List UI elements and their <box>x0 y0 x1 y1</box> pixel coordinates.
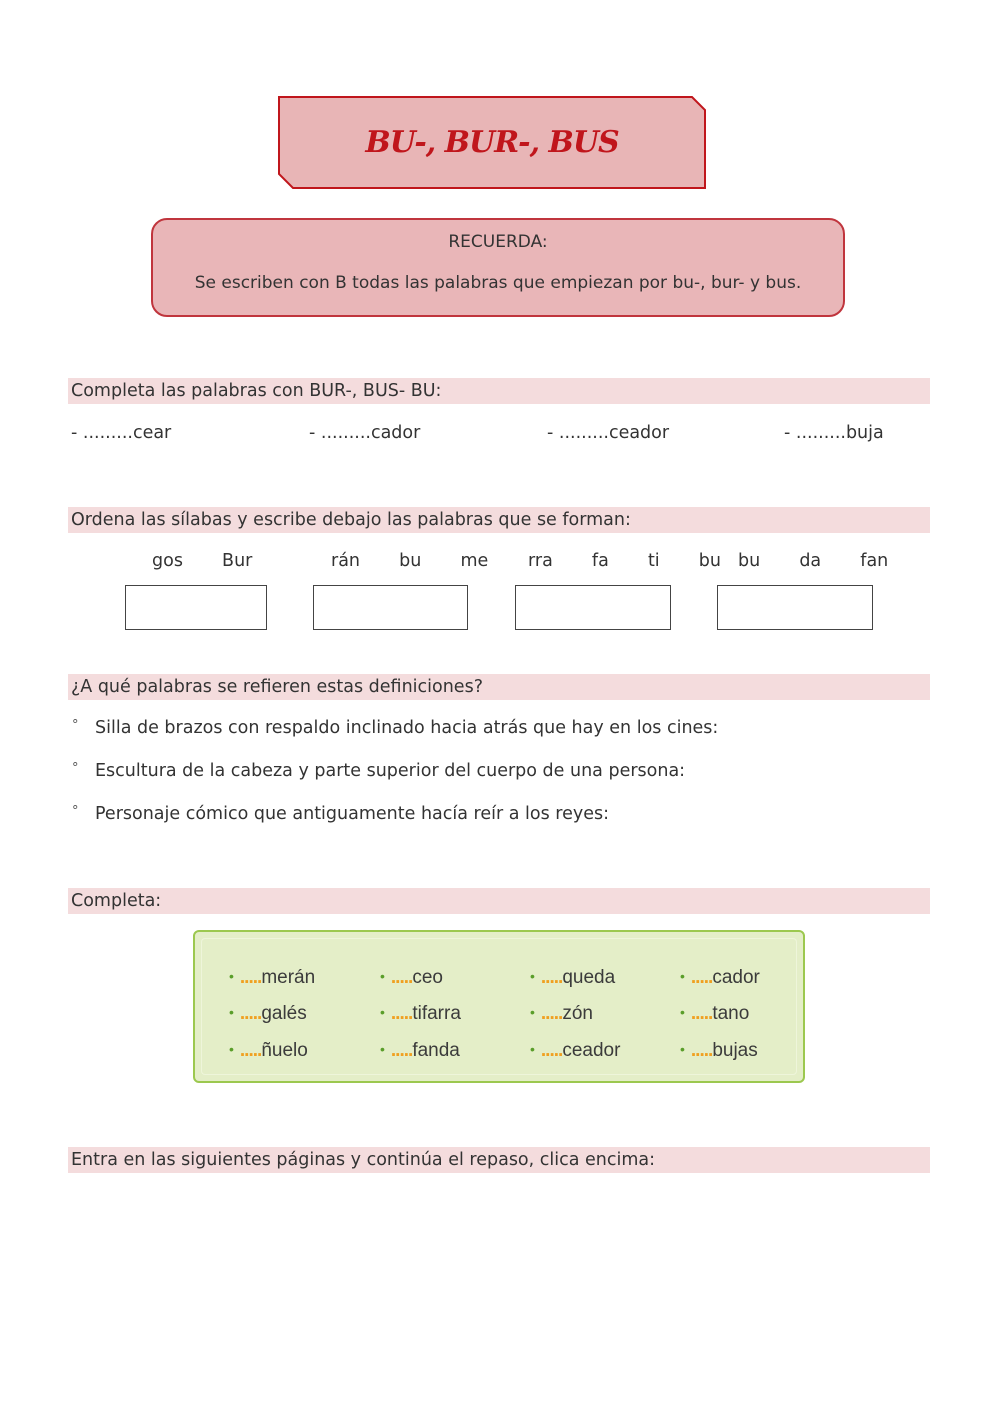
word-blank[interactable]: - .........buja <box>784 423 884 443</box>
completion-box <box>193 930 805 1083</box>
completion-item[interactable]: • .....tano <box>680 1003 750 1024</box>
answer-input-box[interactable] <box>515 585 671 630</box>
answer-input-box[interactable] <box>313 585 468 630</box>
definition-bullet: ° <box>72 804 79 819</box>
completion-item[interactable]: • .....merán <box>229 967 316 988</box>
answer-input-box[interactable] <box>125 585 267 630</box>
section-header-definitions: ¿A qué palabras se refieren estas definiciones? <box>68 674 930 700</box>
section-header-order-syllables: Ordena las sílabas y escribe debajo las palabras que se forman: <box>68 507 930 533</box>
syllable-group: bu da fan <box>738 551 889 571</box>
reminder-heading: RECUERDA: <box>448 232 548 252</box>
completion-item[interactable]: • .....tifarra <box>380 1003 461 1024</box>
title-box <box>278 96 706 189</box>
definition-item: Silla de brazos con respaldo inclinado hacia atrás que hay en los cines: <box>95 718 719 738</box>
reminder-box <box>151 218 845 317</box>
syllable-group: rán bu me <box>331 551 489 571</box>
completion-item[interactable]: • .....ñuelo <box>229 1040 308 1061</box>
definition-item: Personaje cómico que antiguamente hacía reír a los reyes: <box>95 804 609 824</box>
completion-item[interactable]: • .....fanda <box>380 1040 460 1061</box>
syllable-group: gos Bur <box>152 551 253 571</box>
answer-input-box[interactable] <box>717 585 873 630</box>
reminder-text: Se escriben con B todas las palabras que empiezan por bu-, bur- y bus. <box>194 273 802 293</box>
word-blank[interactable]: - .........cador <box>309 423 421 443</box>
word-blank[interactable]: - .........ceador <box>547 423 670 443</box>
completion-item[interactable]: • .....galés <box>229 1003 307 1024</box>
word-blank[interactable]: - .........cear <box>71 423 172 443</box>
definition-item: Escultura de la cabeza y parte superior del cuerpo de una persona: <box>95 761 686 781</box>
section-header-complete: Completa: <box>68 888 930 914</box>
completion-item[interactable]: • .....ceo <box>380 967 443 988</box>
section-header-links: Entra en las siguientes páginas y continúa el repaso, clica encima: <box>68 1147 930 1173</box>
completion-item[interactable]: • .....queda <box>530 967 616 988</box>
completion-item[interactable]: • .....ceador <box>530 1040 621 1061</box>
completion-item[interactable]: • .....cador <box>680 967 760 988</box>
completion-item[interactable]: • .....bujas <box>680 1040 758 1061</box>
completion-item[interactable]: • .....zón <box>530 1003 593 1024</box>
page-title: BU-, BUR-, BUS <box>365 125 619 160</box>
section-header-complete-words: Completa las palabras con BUR-, BUS- BU: <box>68 378 930 404</box>
definition-bullet: ° <box>72 761 79 776</box>
syllable-group: rra fa ti bu <box>528 551 721 571</box>
definition-bullet: ° <box>72 718 79 733</box>
